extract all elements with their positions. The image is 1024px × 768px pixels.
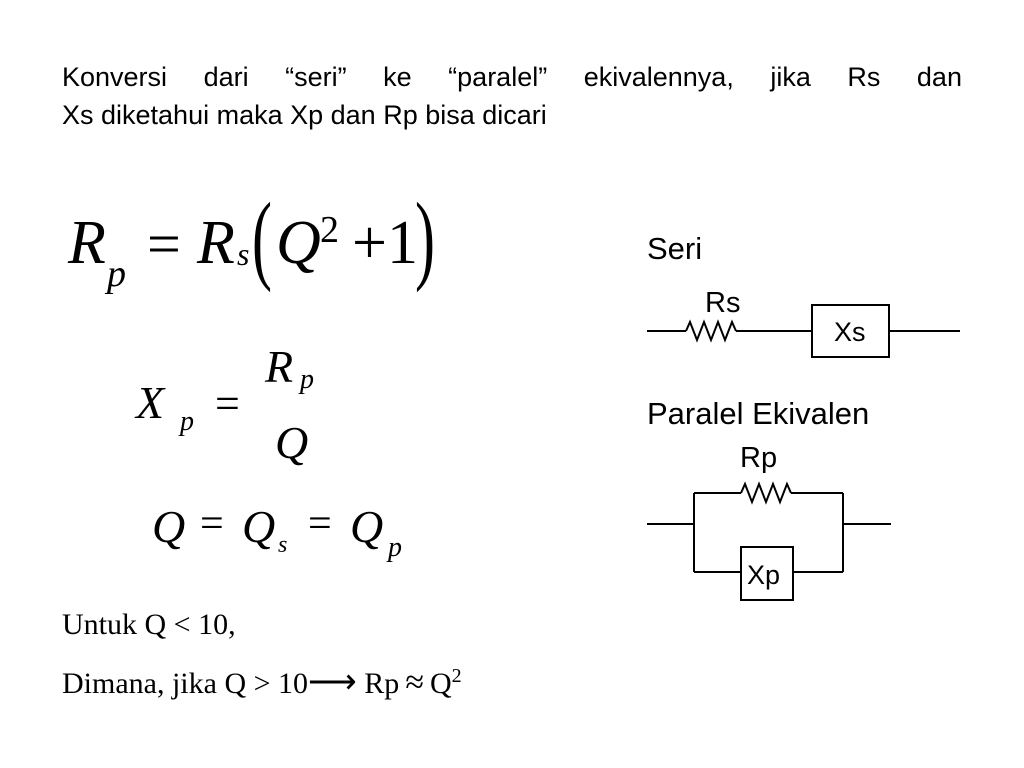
- rp-label: Rp: [740, 442, 778, 474]
- rs-label: Rs: [705, 287, 741, 319]
- eq3-equals-b: =: [308, 501, 332, 547]
- eq3-qs-subscript: s: [278, 532, 288, 558]
- eq1-close-paren: ): [415, 182, 435, 293]
- heading-line-2: Xs diketahui maka Xp dan Rp bisa dicari: [62, 100, 547, 130]
- heading-word: Rs: [847, 62, 881, 92]
- heading-word: dari: [203, 62, 249, 92]
- xs-label: Xs: [834, 317, 866, 347]
- eq1-rp-subscript: p: [107, 253, 126, 295]
- rs-resistor-icon: [686, 322, 736, 340]
- eq1-open-paren: (: [252, 182, 272, 293]
- eq2-x-subscript: p: [180, 406, 194, 437]
- eq2-x-symbol: X: [136, 377, 165, 428]
- heading-word: ekivalennya,: [583, 62, 734, 92]
- eq3-equals-a: =: [200, 501, 224, 547]
- eq1-q-superscript: 2: [320, 209, 339, 251]
- approx-symbol: ≈: [405, 664, 424, 701]
- eq2-numerator-r: R: [265, 341, 294, 392]
- eq1-rs-symbol: R: [197, 209, 235, 277]
- rp-resistor-icon: [741, 484, 791, 502]
- eq1-plus-one: +1: [352, 209, 418, 277]
- eq2-equals: =: [215, 379, 240, 428]
- heading-word: “paralel”: [448, 62, 548, 92]
- eq3-qp-symbol: Q: [350, 501, 384, 552]
- eq1-rs-subscript: s: [237, 236, 250, 272]
- eq1-equals: =: [147, 211, 181, 277]
- eq1-q-symbol: Q: [276, 209, 321, 277]
- eq2-numerator-subscript: p: [300, 364, 314, 395]
- eq3-q-symbol: Q: [152, 501, 186, 552]
- note-line-2-prefix: Dimana, jika Q > 10: [62, 667, 309, 700]
- eq2-denominator-q: Q: [275, 417, 309, 468]
- heading-word: dan: [916, 62, 962, 92]
- heading-word: ke: [383, 62, 412, 92]
- heading-word: Konversi: [62, 62, 168, 92]
- heading-word: “seri”: [285, 62, 347, 92]
- note-line-2-superscript: 2: [451, 665, 462, 687]
- note-line-2-rp: Rp: [364, 667, 400, 700]
- eq1-rp-symbol: R: [68, 209, 106, 277]
- eq3-qs-symbol: Q: [242, 501, 276, 552]
- seri-title: Seri: [647, 231, 703, 266]
- heading-word: jika: [770, 62, 811, 92]
- paralel-title: Paralel Ekivalen: [647, 396, 870, 431]
- note-line-2-q: Q: [429, 667, 452, 700]
- seri-circuit: [647, 305, 960, 357]
- xp-label: Xp: [747, 560, 781, 590]
- eq3-qp-subscript: p: [388, 532, 402, 563]
- arrow-icon: ⟶: [308, 664, 357, 701]
- note-line-1: Untuk Q < 10,: [62, 608, 236, 641]
